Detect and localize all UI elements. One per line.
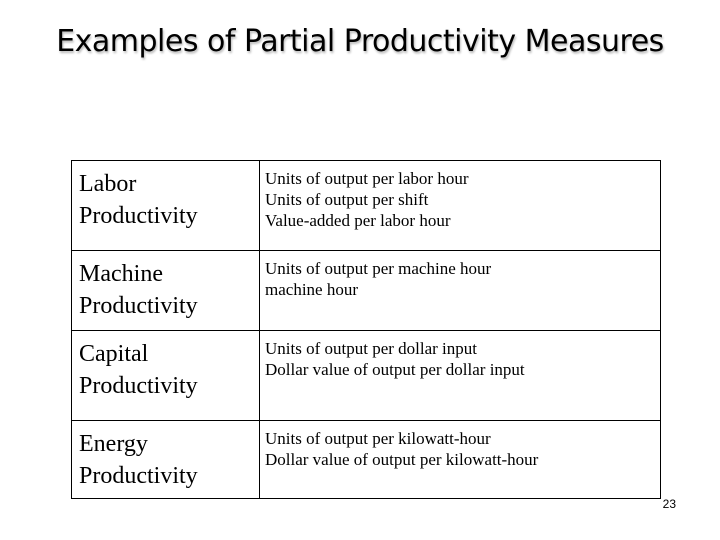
table-row bbox=[72, 161, 661, 251]
example-item: Dollar value of output per kilowatt-hour bbox=[265, 450, 539, 469]
example-item: machine hour bbox=[265, 280, 358, 299]
example-item: Units of output per shift bbox=[265, 190, 429, 209]
example-item: Units of output per labor hour bbox=[265, 169, 469, 188]
measure-name-line: Capital bbox=[79, 341, 149, 367]
page-number: 23 bbox=[662, 497, 676, 511]
table-row bbox=[72, 421, 661, 499]
measure-cell bbox=[72, 161, 260, 251]
measure-name-line: Labor bbox=[79, 171, 137, 197]
examples-cell bbox=[260, 331, 661, 421]
measure-name-line: Productivity bbox=[79, 293, 198, 319]
measure-name bbox=[72, 421, 259, 492]
example-item: Units of output per machine hour bbox=[265, 259, 492, 278]
examples-list bbox=[260, 331, 660, 380]
examples-cell bbox=[260, 421, 661, 499]
examples-list bbox=[260, 421, 660, 470]
table-row bbox=[72, 251, 661, 331]
measure-name bbox=[72, 331, 259, 402]
example-item: Units of output per kilowatt-hour bbox=[265, 429, 491, 448]
measure-cell bbox=[72, 421, 260, 499]
measure-cell bbox=[72, 251, 260, 331]
example-item: Value-added per labor hour bbox=[265, 211, 451, 230]
measure-name-line: Productivity bbox=[79, 463, 198, 489]
measure-name-line: Productivity bbox=[79, 203, 198, 229]
table-row bbox=[72, 331, 661, 421]
measure-name-line: Energy bbox=[79, 431, 148, 457]
measure-name bbox=[72, 161, 259, 232]
example-item: Dollar value of output per dollar input bbox=[265, 360, 525, 379]
productivity-measures-table bbox=[71, 160, 661, 499]
examples-cell bbox=[260, 161, 661, 251]
example-item: Units of output per dollar input bbox=[265, 339, 478, 358]
examples-list bbox=[260, 161, 660, 231]
measure-name bbox=[72, 251, 259, 322]
measure-name-line: Productivity bbox=[79, 373, 198, 399]
slide-title: Examples of Partial Productivity Measures bbox=[56, 24, 664, 59]
measure-name-line: Machine bbox=[79, 261, 163, 287]
measure-cell bbox=[72, 331, 260, 421]
examples-cell bbox=[260, 251, 661, 331]
examples-list bbox=[260, 251, 660, 300]
